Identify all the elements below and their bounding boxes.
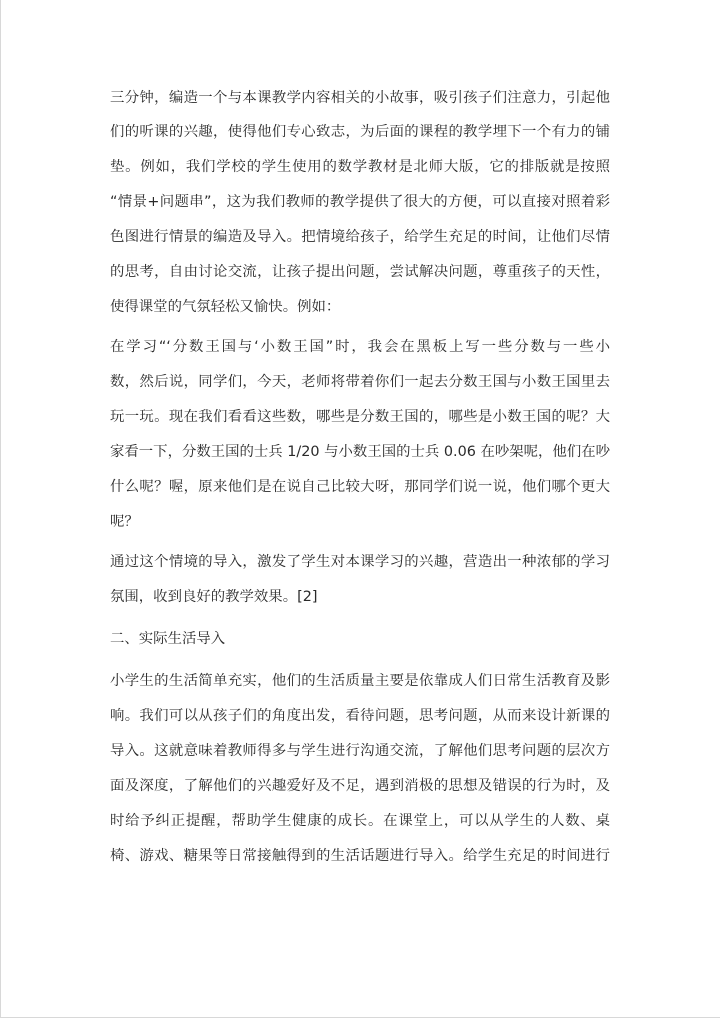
text-line: 垫。例如，我们学校的学生使用的数学教材是北师大版，它的排版就是按照 — [110, 159, 610, 175]
text-line: 们的听课的兴趣，使得他们专心致志，为后面的课程的教学埋下一个有力的铺 — [110, 124, 610, 140]
text-line: 三分钟，编造一个与本课教学内容相关的小故事，吸引孩子们注意力，引起他 — [110, 90, 610, 106]
text-line: 氛围，收到良好的教学效果。[2] — [110, 589, 318, 605]
text-line: 在学习“‘分数王国与‘小数王国”时，我会在黑板上写一些分数与一些小 — [110, 339, 610, 355]
text-line: 使得课堂的气氛轻松又愉快。例如： — [110, 299, 341, 315]
text-line: 椅、游戏、糖果等日常接触得到的生活话题进行导入。给学生充足的时间进行 — [110, 848, 610, 864]
text-line: 色图进行情景的编造及导入。把情境给孩子，给学生充足的时间，让他们尽情 — [110, 229, 610, 245]
text-line: 时给予纠正提醒，帮助学生健康的成长。在课堂上，可以从学生的人数、桌 — [110, 813, 610, 829]
text-line: “情景+问题串”，这为我们教师的教学提供了很大的方便，可以直接对照着彩 — [110, 194, 610, 210]
page-left-border — [0, 0, 1, 1018]
text-line: 呢？ — [110, 514, 139, 530]
text-line: 数，然后说，同学们，今天，老师将带着你们一起去分数王国与小数王国里去 — [110, 374, 610, 390]
text-line: 家看一下，分数王国的士兵 1/20 与小数王国的士兵 0.06 在吵架呢，他们在吵 — [110, 444, 610, 460]
text-line: 的思考，自由讨论交流，让孩子提出问题，尝试解决问题，尊重孩子的天性， — [110, 264, 610, 280]
text-line: 面及深度，了解他们的兴趣爱好及不足，遇到消极的思想及错误的行为时，及 — [110, 778, 610, 794]
text-line: 导入。这就意味着教师得多与学生进行沟通交流，了解他们思考问题的层次方 — [110, 743, 610, 759]
text-line: 玩一玩。现在我们看看这些数，哪些是分数王国的，哪些是小数王国的呢？大 — [110, 409, 610, 425]
text-line: 通过这个情境的导入，激发了学生对本课学习的兴趣，营造出一种浓郁的学习 — [110, 554, 610, 570]
text-line: 什么呢？喔，原来他们是在说自己比较大呀，那同学们说一说，他们哪个更大 — [110, 479, 610, 495]
text-line: 小学生的生活简单充实，他们的生活质量主要是依靠成人们日常生活教育及影 — [110, 673, 610, 689]
section-heading: 二、实际生活导入 — [110, 631, 226, 647]
text-line: 响。我们可以从孩子们的角度出发，看待问题，思考问题，从而来设计新课的 — [110, 708, 610, 724]
